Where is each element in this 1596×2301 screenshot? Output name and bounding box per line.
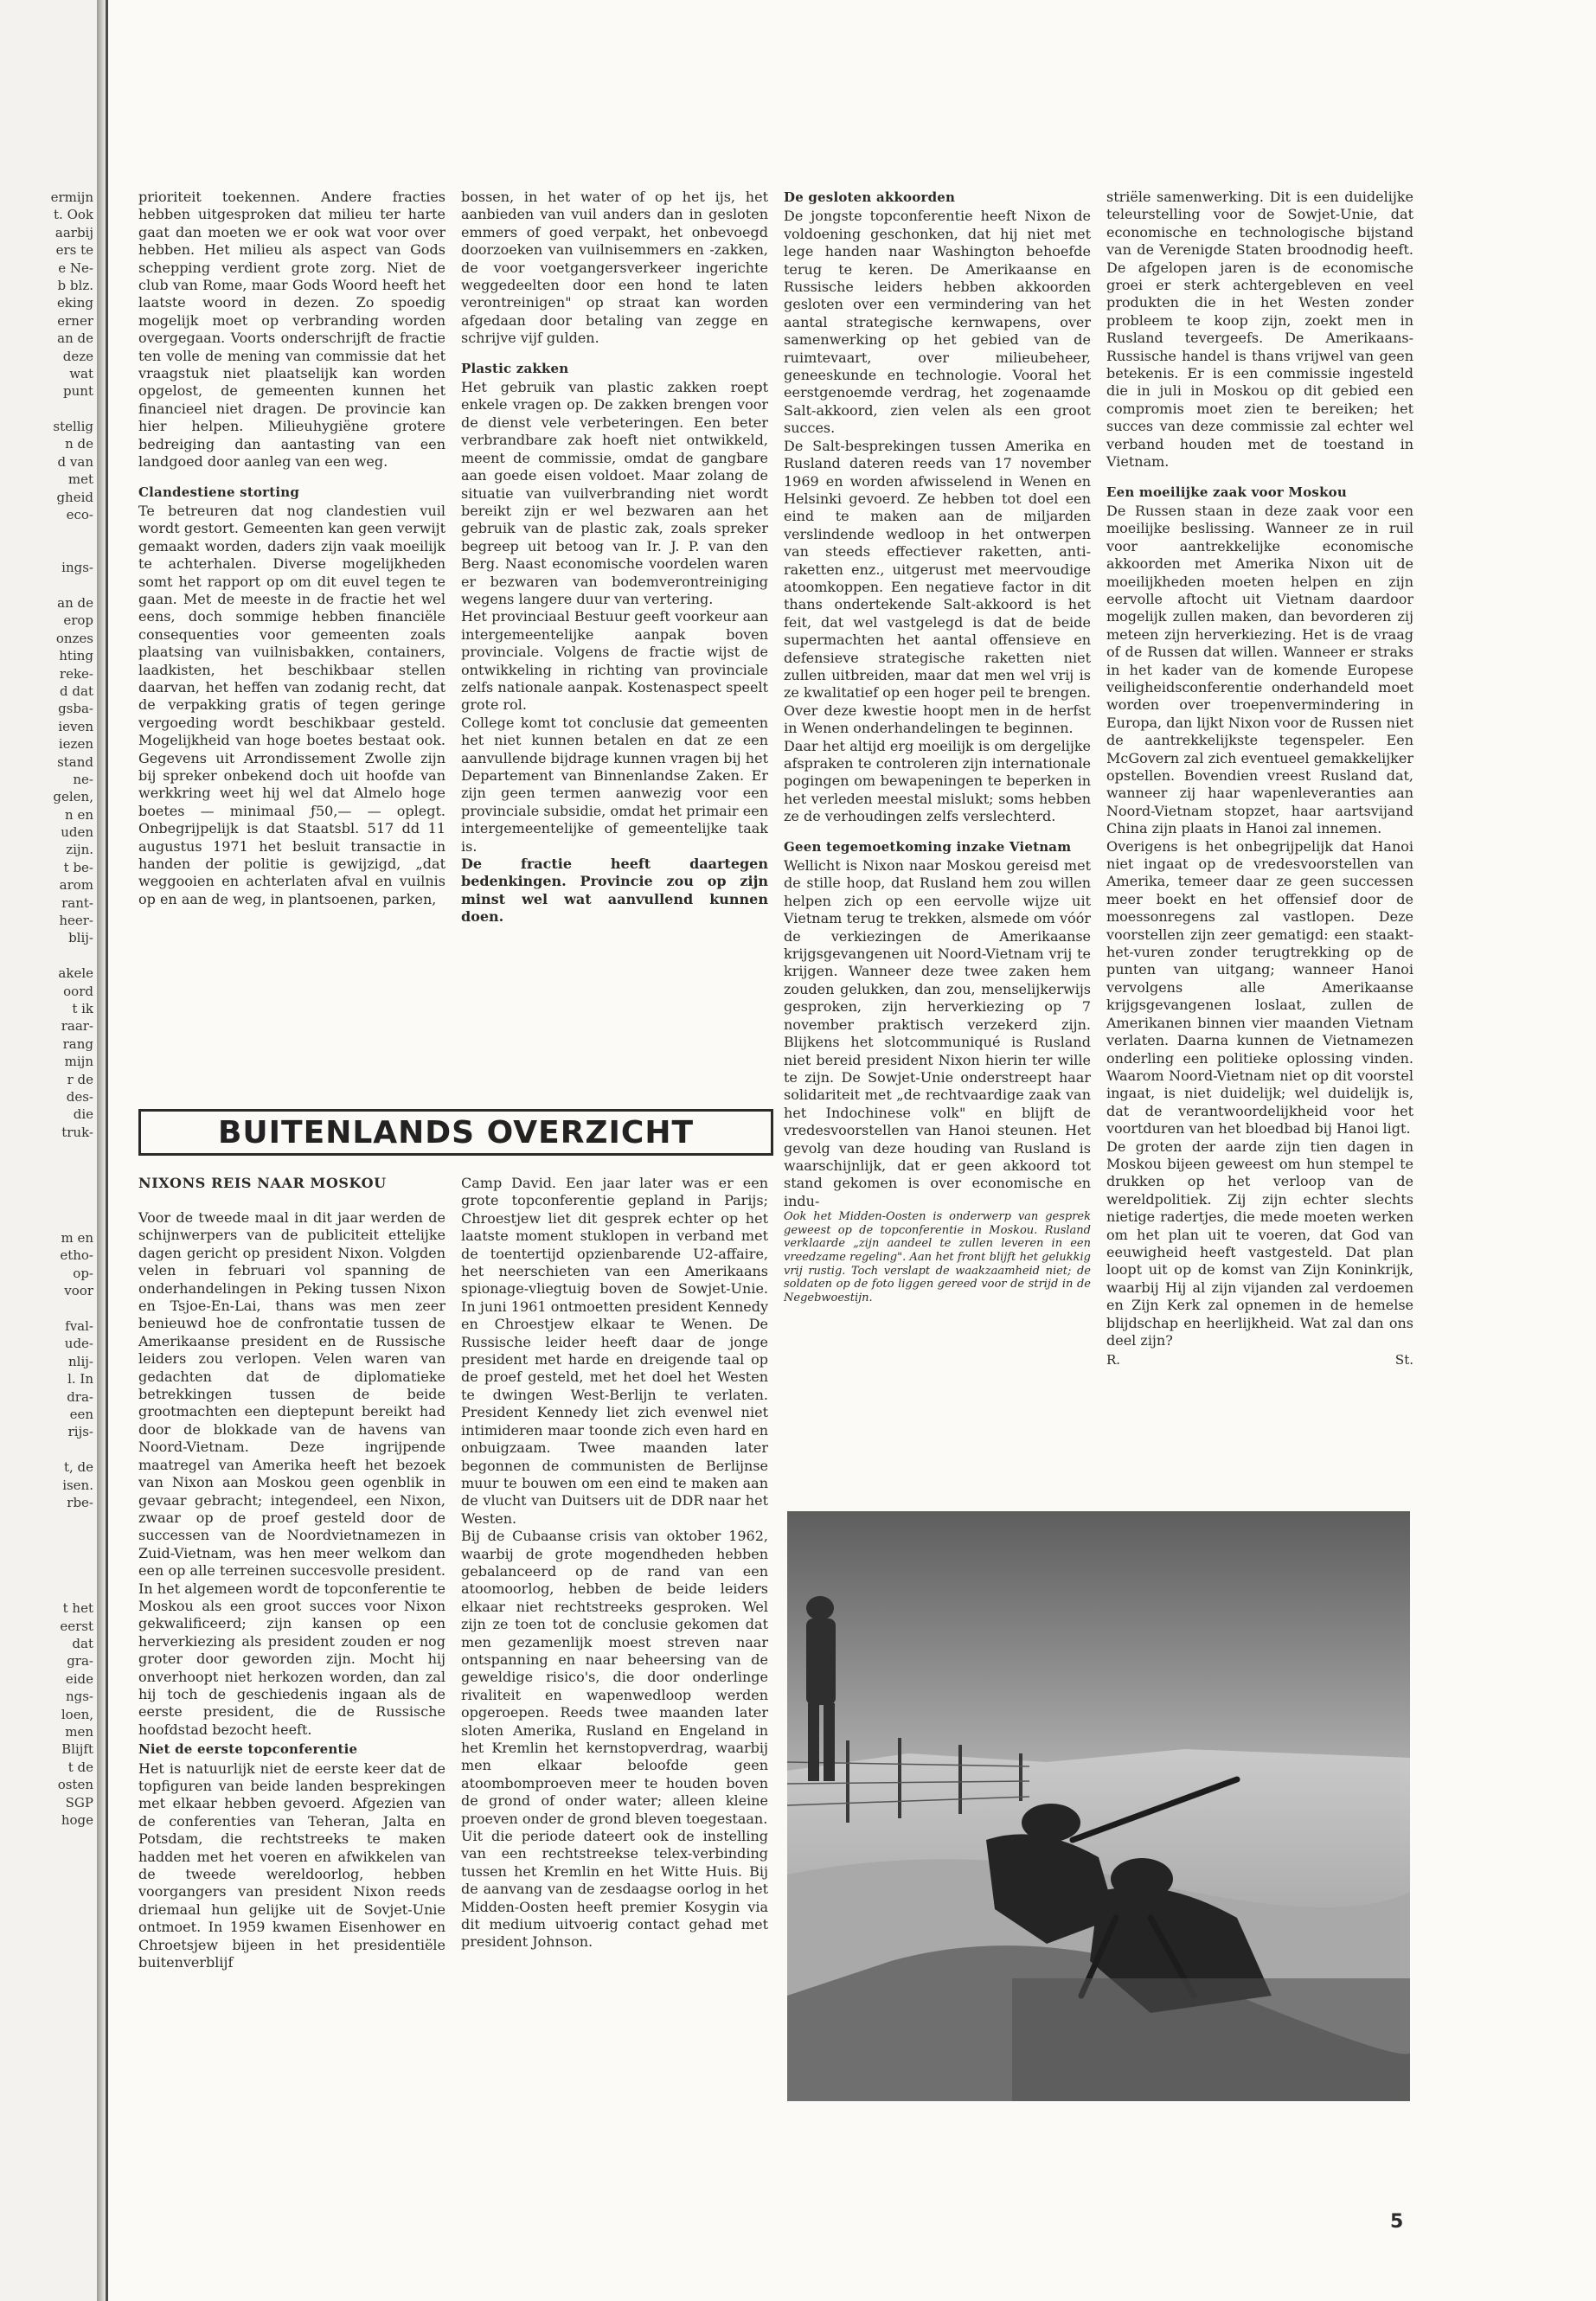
stub-fragment: voor (64, 1283, 93, 1299)
signature-left: R. (1106, 1352, 1121, 1368)
photo-caption: Ook het Midden-Oosten is onderwerp van gesprek geweest op de topconferentie in Moskou. Rusland verklaarde „zijn aandeel te zullen leveren in een vreedzame regeling". Aan het front blijft het gelukkig vrij rustig. Toch verslapt de waakzaamheid niet; de soldaten op de foto liggen gereed voor de strijd in de Negebwoestijn. (784, 1210, 1091, 1304)
stub-fragment: zijn. (66, 842, 93, 858)
col1-paragraphs (138, 189, 445, 471)
stub-fragment: uden (61, 824, 93, 841)
col5-paragraph: Voor de tweede maal in dit jaar werden de schijnwerpers van de publiciteit ettelijke dagen gericht op president Nixon. Volgden velen in februari vol spanning de onderhandelingen in Peking tussen Nixon en Tsjoe-En-Lai, thans was men zeer benieuwd hoe de confrontatie tussen de Amerikaanse president en de Russische leiders zou verlopen. Velen waren van gedachten dat de diplomatieke betrekkingen tussen de beide grootmachten een dieptepunt bereikt had door de blokkade van de havens van Noord-Vietnam. Deze ingrijpende maatregel van Amerika heeft het bezoek van Nixon aan Moskou geen ogenblik in gevaar gebracht; integendeel, een Nixon, zwaar op de proef gesteld door de successen van de Noordvietnamezen in Zuid-Vietnam, was hen meer welkom dan een op alle terreinen succesvolle president. In het algemeen wordt de topconferentie te Moskou als een groot succes voor Nixon gekwalificeerd; zijn kansen op een herverkiezing als president zouden er nog groter door geworden zijn. Mocht hij onverhoopt niet herkozen worden, dan zal hij toch de geschiedenis ingaan als de eerste president, die de Russische hoofdstad bezocht heeft. (138, 1209, 445, 1738)
stub-fragment: dat (72, 1636, 93, 1652)
stub-fragment: t de (67, 1759, 93, 1775)
col5b-paragraphs (138, 1760, 445, 1972)
stub-fragment: t, de (63, 1459, 93, 1476)
stub-fragment: ude- (64, 1336, 93, 1352)
col3-paragraph: De jongste topconferentie heeft Nixon de voldoening geschonken, dat hij niet met lege handen naar Washington behoefde terug te keren. De Amerikaanse en Russische leiders hebben akkoorden gesloten over een vermindering van het aantal strategische kernwapens, over samenwerking op het gebied van de ruimtevaart, over milieubeheer, geneeskunde en technologie. Vooral het eerstgenoemde verdrag, het zogenaamde Salt-akkoord, zien velen als een groot succes. (784, 208, 1091, 437)
stub-fragment: gheid (56, 489, 93, 505)
section-heading-box (138, 1109, 773, 1156)
stub-fragment: t het (62, 1600, 93, 1617)
stub-fragment: des- (66, 1088, 93, 1105)
stub-fragment: wat (69, 365, 93, 381)
stub-fragment: eking (56, 295, 93, 311)
stub-fragment (0, 542, 93, 559)
stub-fragment: stand (57, 753, 93, 770)
col2b-paragraph: Het gebruik van plastic zakken roept enkele vragen op. De zakken brengen voor de dienst vele verbeteringen. Een beter verbrandbare zak hoeft niet ontwikkeld, meent de commissie, omdat de gangbare aan goede eisen voldoet. Maar zolang de situatie van vuilverbranding niet wordt bereikt zijn er wel bezwaren aan het gebruik van de plastic zak, zoals spreker begreep uit betoog van Ir. J. P. van den Berg. Naast economische voordelen waren er bezwaren van bodemverontreiniging wegens langere duur van vertering. (461, 379, 768, 607)
previous-page-text-fragments (0, 189, 93, 1829)
col2b-paragraphs (461, 379, 768, 856)
stub-fragment: ings- (61, 560, 93, 576)
stub-fragment (0, 1582, 93, 1599)
stub-fragment: gelen, (53, 789, 93, 805)
stub-fragment: b blz. (57, 277, 93, 293)
col2-paragraph: bossen, in het water of op het ijs, het aanbieden van vuil anders dan in gesloten emmers of goed verpakt, het onbevoegd doorzoeken van vuilnisemmers en -zakken, de voor voetgangersverkeer ingerichte weggedeelten door een hond te laten verontreinigen" op straat kan worden afgedaan door betaling van zegge en schrijve vijf gulden. (461, 189, 768, 347)
stub-fragment: etho- (60, 1247, 93, 1264)
stub-fragment: een (69, 1406, 93, 1422)
stub-fragment (0, 1511, 93, 1529)
col2b-paragraph: Het provinciaal Bestuur geeft voorkeur aan intergemeentelijke aanpak boven provinciale. Volgens de fractie wijst de ontwikkeling in richting van provinciale zelfs nationale aanpak. Kostenaspect speelt grote rol. (461, 608, 768, 714)
stub-fragment (0, 1564, 93, 1581)
stub-fragment: ermijn (50, 189, 93, 205)
stub-fragment: nlij- (68, 1353, 93, 1369)
stub-fragment: erop (63, 612, 93, 629)
col5b-paragraph: Het is natuurlijk niet de eerste keer dat de topfiguren van beide landen besprekingen met elkaar hebben gevoerd. Afgezien van de conferenties van Teheran, Jalta en Potsdam, die rechtstreeks te maken hadden met het voeren en afwikkelen van de tweede wereldoorlog, hebben voorgangers van president Nixon reeds driemaal hun gelijke uit de Sovjet-Unie ontmoet. In 1959 kwamen Eisenhower en Chroetsjew bijeen in het presidentiële buitenverblijf (138, 1759, 445, 1971)
stub-fragment: ne- (73, 771, 93, 787)
stub-fragment: eerst (60, 1618, 93, 1634)
page-edge (106, 0, 108, 2301)
stub-fragment: blij- (68, 930, 93, 946)
col4b-paragraphs (1106, 503, 1413, 1350)
stub-fragment: an de (57, 330, 93, 347)
stub-fragment: rang (62, 1035, 93, 1052)
stub-fragment: iezen (58, 736, 93, 753)
col3b-paragraphs (784, 857, 1091, 1210)
stub-fragment: hting (59, 648, 93, 664)
col1b-paragraphs (138, 503, 445, 908)
stub-fragment (0, 1194, 93, 1211)
stub-fragment: t be- (63, 859, 93, 875)
stub-fragment: loen, (61, 1706, 93, 1722)
stub-fragment: rbe- (67, 1494, 93, 1510)
page-number: 5 (1390, 2211, 1404, 2233)
col6-paragraph: Bij de Cubaanse crisis van oktober 1962, waarbij de grote mogendheden hebben gebalanceerd op de rand van een atoomoorlog, hebben de beide leiders elkaar niet rechtstreeks gesproken. Wel zijn ze toen tot de conclusie gekomen dat men gezamenlijk moest streven naar ontspanning en naar beheersing van de geweldige risico's, die door onderlinge rivaliteit en wapenwedloop werden opgeroepen. Reeds twee maanden later sloten Amerika, Rusland en Engeland in het Kremlin het kernstopverdrag, waarbij men elkaar beloofde geen atoombomproeven meer te houden boven de grond of onder water; alleen kleine proeven onder de grond bleven toegestaan. (461, 1528, 768, 1827)
stub-fragment: erner (57, 312, 93, 329)
col2-bold-conclusion: De fractie heeft daartegen bedenkingen. Provincie zou op zijn minst wel wat aanvullend kunnen doen. (461, 856, 768, 926)
stub-fragment (0, 401, 93, 418)
col4b-paragraph: Overigens is het onbegrijpelijk dat Hanoi niet ingaat op de vredesvoorstellen van Amerika, temeer daar ze geen successen meer boekt en het offensief door de moessonregens zal vastlopen. Deze voorstellen zijn zeer gematigd: een staakt-het-vuren zonder terugtrekking op de punten van uitgang; wanneer Hanoi vervolgens alle Amerikaanse krijgsgevangenen loslaat, zullen de Amerikanen binnen vier maanden Vietnam verlaten. Daarna kunnen de Vietnamezen onderling een politieke oplossing vinden. Waarom Noord-Vietnam niet op dit voorstel ingaat, is niet duidelijk; wel duidelijk is, dat de verantwoordelijkheid voor het voortduren van het bloedbad bij Hanoi ligt. (1106, 837, 1413, 1138)
col6-paragraphs (461, 1175, 768, 1952)
stub-fragment: t ik (72, 1000, 93, 1016)
column-6 (461, 1175, 768, 1952)
stub-fragment: isen. (62, 1477, 93, 1493)
stub-fragment (0, 1529, 93, 1547)
col2b-paragraph: College komt tot conclusie dat gemeenten het niet kunnen betalen en dat ze een aanvullende bijdrage kunnen vragen bij het Departement van Binnenlandse Zaken. Er zijn geen termen aanwezig voor een provinciale subsidie, omdat het primair een intergemeentelijke of gemeentelijke taak is. (461, 714, 768, 855)
col4-paragraphs (1106, 189, 1413, 471)
stub-fragment: osten (57, 1777, 93, 1793)
stub-fragment: an de (57, 594, 93, 611)
stub-fragment: op- (73, 1265, 93, 1281)
col6-paragraph: Camp David. Een jaar later was er een grote topconferentie gepland in Parijs; Chroestjew liet dit gesprek echter op het laatste moment stuklopen in verband met de toentertijd opzienbarende U2-affaire, het neerschieten van een Amerikaans spionage-vliegtuig boven de Sowjet-Unie. In juni 1961 ontmoetten president Kennedy en Chroestjew elkaar te Wenen. De Russische leider heeft daar de jonge president met harde en dreigende taal op de proef gesteld, met het doel het Westen te dwingen West-Berlijn te verlaten. President Kennedy liet zich evenwel niet intimideren maar toonde zich even hard en onbuigzaam. Twee maanden later begonnen de communisten de Berlijnse muur te bouwen om een eind te maken aan de vlucht van Duitsers uit de DDR naar het Westen. (461, 1175, 768, 1527)
stub-fragment: die (73, 1106, 93, 1123)
stub-fragment: heer- (59, 913, 93, 929)
stub-fragment: dra- (67, 1388, 93, 1405)
stub-fragment: akele (58, 965, 93, 982)
stub-fragment (0, 1158, 93, 1176)
stub-fragment: aarbij (54, 224, 93, 240)
col3-paragraph: De Salt-besprekingen tussen Amerika en Rusland dateren reeds van 17 november 1969 en worden afwisselend in Wenen en Helsinki gevoerd. Ze hebben tot doel een eind te maken aan de miljarden verslindende wedloop in het ontwerpen van steeds effectiever raketten, anti-raketten enz., uitgerust met meervoudige atoomkoppen. Een negatieve factor in dit thans ondertekende Salt-akkoord is het feit, dat wel vastgelegd is dat de beide supermachten het aantal offensieve en defensieve strategische raketten niet zullen uitbreiden, maar dat men wel vrij is ze kwalitatief op een hoger peil te brengen. Over deze kwestie hoopt men in de herfst in Wenen onderhandelingen te beginnen. (784, 437, 1091, 737)
stub-fragment: men (65, 1723, 93, 1740)
col3b-paragraph: Wellicht is Nixon naar Moskou gereisd met de stille hoop, dat Rusland hem zou willen helpen zich op een eervolle wijze uit Vietnam terug te trekken, alsmede om vóór de verkiezingen de Amerikaanse krijgsgevangenen uit Noord-Vietnam vrij te krijgen. Wanneer deze twee zaken hem zouden gelukken, dan zou, menselijkerwijs gesproken, zijn herverkiezing op 7 november praktisch verzekerd zijn. Blijkens het slotcommuniqué is Rusland niet bereid president Nixon hierin ter wille te zijn. De Sowjet-Unie onderstreept haar solidariteit met „de rechtvaardige zaak van het Indochinese volk" en blijft de vredesvoorstellen van Hanoi steunen. Het gevolg van deze houding van Rusland is waarschijnlijk, dat er geen akkoord tot stand gekomen is over economische en indu- (784, 857, 1091, 1209)
column-4 (1106, 189, 1413, 1369)
stub-fragment: punt (63, 383, 93, 400)
subheading-clandestiene-storting: Clandestiene storting (138, 484, 300, 500)
col1-paragraph: prioriteit toekennen. Andere fracties hebben uitgesproken dat milieu ter harte gaat dan moeten we er ook wat voor over hebben. Het milieu als aspect van Gods schepping verdient grote zorg. Niet de club van Rome, maar Gods Woord heeft het laatste woord in dezen. Zo spoedig mogelijk moet op verbranding worden overgegaan. Voorts onderschrijft de fractie ten volle de mening van commissie dat het vraagstuk niet plaatselijk kan worden opgelost, de gemeenten kunnen het financieel niet dragen. De provincie kan hier helpen. Milieuhygiëne grotere bedreiging dan aantasting van een landgoed door aanleg van een weg. (138, 189, 445, 471)
col5-paragraphs (138, 1209, 445, 1739)
stub-fragment: mijn (64, 1054, 93, 1070)
article-title: NIXONS REIS NAAR MOSKOU (138, 1175, 387, 1191)
col3-paragraphs (784, 208, 1091, 825)
stub-fragment (0, 577, 93, 594)
stub-fragment: oord (63, 983, 93, 999)
stub-fragment (0, 1300, 93, 1317)
stub-fragment: r de (67, 1071, 93, 1087)
stub-fragment: m en (61, 1230, 93, 1247)
stub-fragment: d dat (60, 683, 93, 699)
section-heading: BUITENLANDS OVERZICHT (217, 1114, 695, 1150)
col3-paragraph: Daar het altijd erg moeilijk is om dergelijke afspraken te controleren zijn internationale pogingen om bewapeningen te beperken in het verleden meestal mislukt; soms hebben ze de verhoudingen zelfs verslechterd. (784, 737, 1091, 825)
desert-soldiers-photo (787, 1511, 1410, 2101)
stub-fragment: raar- (61, 1018, 93, 1035)
photo-illustration (787, 1511, 1410, 2101)
stub-fragment: eco- (66, 507, 93, 523)
stub-fragment: gsba- (58, 701, 93, 717)
stub-fragment: t. Ook (54, 207, 93, 223)
stub-fragment: rant- (61, 894, 93, 911)
stub-fragment: l. In (67, 1371, 93, 1388)
stub-fragment: n de (65, 436, 93, 452)
signature-right: St. (1394, 1352, 1413, 1368)
stub-fragment: eide (65, 1670, 93, 1687)
stub-fragment (0, 523, 93, 541)
stub-fragment: stellig (53, 419, 93, 435)
stub-fragment: rijs- (67, 1424, 93, 1440)
stub-fragment (0, 1176, 93, 1194)
stub-fragment (0, 947, 93, 965)
subheading-gesloten-akkoorden: De gesloten akkoorden (784, 189, 956, 205)
stub-fragment: ngs- (65, 1689, 93, 1705)
stub-fragment: SGP (65, 1794, 93, 1811)
col4b-paragraph: De groten der aarde zijn tien dagen in Moskou bijeen geweest om hun stempel te drukken op het verloop van de wereldpolitiek. Zij zijn echter slechts nietige radertjes, die mede moeten werken om het plan uit te voeren, dat God van eeuwigheid heeft vastgesteld. Dat plan loopt uit op de komst van Zijn Koninkrijk, waarbij Hij al zijn vijanden zal verdoemen en Zijn Kerk zal opnemen in de hemelse blijdschap en heerlijkheid. Wat zal dan ons deel zijn? (1106, 1138, 1413, 1349)
stub-fragment: n en (65, 806, 93, 823)
stub-fragment (0, 1141, 93, 1158)
stub-fragment: met (67, 471, 93, 488)
stub-fragment: truk- (61, 1124, 93, 1140)
stub-fragment: ieven (58, 718, 93, 734)
stub-fragment: gra- (67, 1653, 93, 1670)
column-5 (138, 1209, 445, 1971)
col2-paragraphs (461, 189, 768, 348)
stub-fragment: e Ne- (58, 260, 93, 276)
stub-fragment: arom (59, 877, 93, 894)
column-1 (138, 189, 445, 908)
col1b-paragraph: Te betreuren dat nog clandestien vuil wordt gestort. Gemeenten kan geen verwijt gemaakt worden, daders zijn vaak moeilijk te achterhalen. Diverse mogelijkheden somt het rapport op om dit euvel tegen te gaan. Met de meeste in de fractie het wel eens, doch sommige hebben financiële consequenties voor gemeenten zoals plaatsing van vuilnisbakken, containers, laadkisten, het beschikbaar stellen daarvan, het heffen van zodanig recht, dat de verpakking gratis of tegen geringe vergoeding wordt beschikbaar gesteld. Mogelijkheid van hoge boetes bestaat ook. Gegevens uit Arrondissement Zwolle zijn bij spreker onbekend doch uit hoofde van werkkring weet hij wel dat Almelo hoge boetes — minimaal ƒ50,— — oplegt. Onbegrijpelijk is dat Staatsbl. 517 dd 11 augustus 1971 het besluit transactie in handen der politie is gewijzigd, „dat weggooien en achterlaten afval en vuilnis op en aan de weg, in plantsoenen, parken, (138, 502, 445, 907)
stub-fragment: hoge (61, 1811, 93, 1828)
column-3 (784, 189, 1091, 1304)
stub-fragment: Blijft (61, 1741, 93, 1758)
stub-fragment: fval- (65, 1318, 93, 1334)
stub-fragment (0, 1441, 93, 1458)
subheading-eerste-topconferentie: Niet de eerste topconferentie (138, 1741, 358, 1758)
stub-fragment: deze (62, 348, 93, 364)
author-signature (1106, 1351, 1413, 1368)
stub-fragment: ers te (55, 242, 93, 259)
subheading-plastic-zakken: Plastic zakken (461, 360, 569, 376)
col4-paragraph: striële samenwerking. Dit is een duidelijke teleurstelling voor de Sowjet-Unie, dat economische en technologische bijstand van de Verenigde Staten broodnodig heeft. De afgelopen jaren is de economische groei er sterk achtergebleven en veel produkten die in het Westen zonder probleem te koop zijn, zoekt men in Rusland tevergeefs. De Amerikaans-Russische handel is thans vrijwel van geen betekenis. Er is een commissie ingesteld die in juli in Moskou op dit gebied een compromis moet zien te bereiken; het succes van deze commissie zal echter wel verband houden met de toestand in Vietnam. (1106, 189, 1413, 471)
col6-paragraph: Uit die periode dateert ook de instelling van een rechtstreekse telex-verbinding tussen het Kremlin en het Witte Huis. Bij de aanvang van de zesdaagse oorlog in het Midden-Oosten heeft premier Kosygin via dit medium uitvoerig contact gehad met president Johnson. (461, 1828, 768, 1951)
subheading-moeilijke-zaak: Een moeilijke zaak voor Moskou (1106, 484, 1347, 500)
col4b-paragraph: De Russen staan in deze zaak voor een moeilijke beslissing. Wanneer ze in ruil voor aantrekkelijke economische akkoorden met Amerika Nixon uit de moeilijkheden moeten helpen en zijn eervolle aftocht uit Vietnam daardoor mogelijk zullen maken, dan bevorderen zij meteen zijn herverkiezing. Het is de vraag of de Russen dat willen. Wanneer er straks in het kader van de komende Europese veiligheidsconferentie onderhandeld moet worden over troepenvermindering in Europa, dan lijkt Nixon voor de Russen niet de aantrekkelijkste tegenspeler. Een McGovern zal zich eventueel gemakkelijker opstellen. Bovendien vreest Rusland dat, wanneer zij haar wapenleveranties aan Noord-Vietnam stopzet, haar aartsvijand China zijn plaats in Hanoi zal innemen. (1106, 502, 1413, 837)
subheading-vietnam: Geen tegemoetkoming inzake Vietnam (784, 838, 1072, 855)
stub-fragment (0, 1547, 93, 1564)
stub-fragment: d van (57, 453, 93, 470)
stub-fragment: onzes (55, 630, 93, 646)
column-2 (461, 189, 768, 926)
stub-fragment: reke- (59, 665, 93, 682)
stub-fragment (0, 1212, 93, 1229)
